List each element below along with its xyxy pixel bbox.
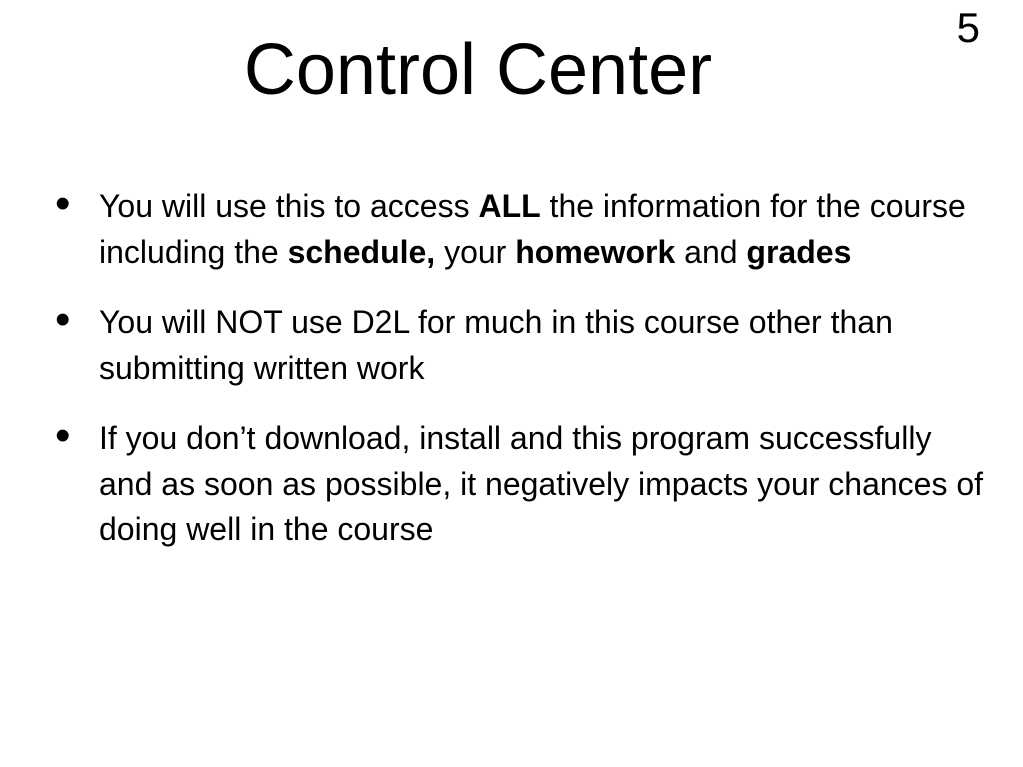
bullet-text-segment: your: [435, 233, 516, 270]
bullet-text-emphasis: schedule,: [287, 233, 436, 270]
slide-number: 5: [956, 4, 980, 51]
bullet-text-segment: You will use this to access: [99, 188, 479, 224]
bullet-list: [55, 179, 990, 578]
bullet-item: [55, 411, 990, 553]
bullet-text-segment: and: [675, 233, 747, 270]
bullet-text: If you don’t download, install and this program successfully and as soon as possible, it negatively impacts your chances of doing well in the course: [99, 420, 984, 547]
bullet-text-emphasis: grades: [746, 233, 852, 270]
bullet-item: [55, 295, 990, 391]
bullet-text-segment: the information for the course including the: [99, 188, 966, 270]
bullet-icon: •: [55, 411, 71, 460]
bullet-text: [99, 188, 966, 270]
bullet-item: [55, 179, 990, 275]
bullet-text-emphasis: ALL: [478, 188, 541, 224]
bullet-icon: •: [55, 295, 71, 344]
bullet-icon: •: [55, 179, 71, 228]
slide-title: Control Center: [243, 30, 713, 110]
bullet-text-emphasis: homework: [515, 233, 676, 270]
bullet-text: You will NOT use D2L for much in this course other than submitting written work: [99, 304, 893, 386]
